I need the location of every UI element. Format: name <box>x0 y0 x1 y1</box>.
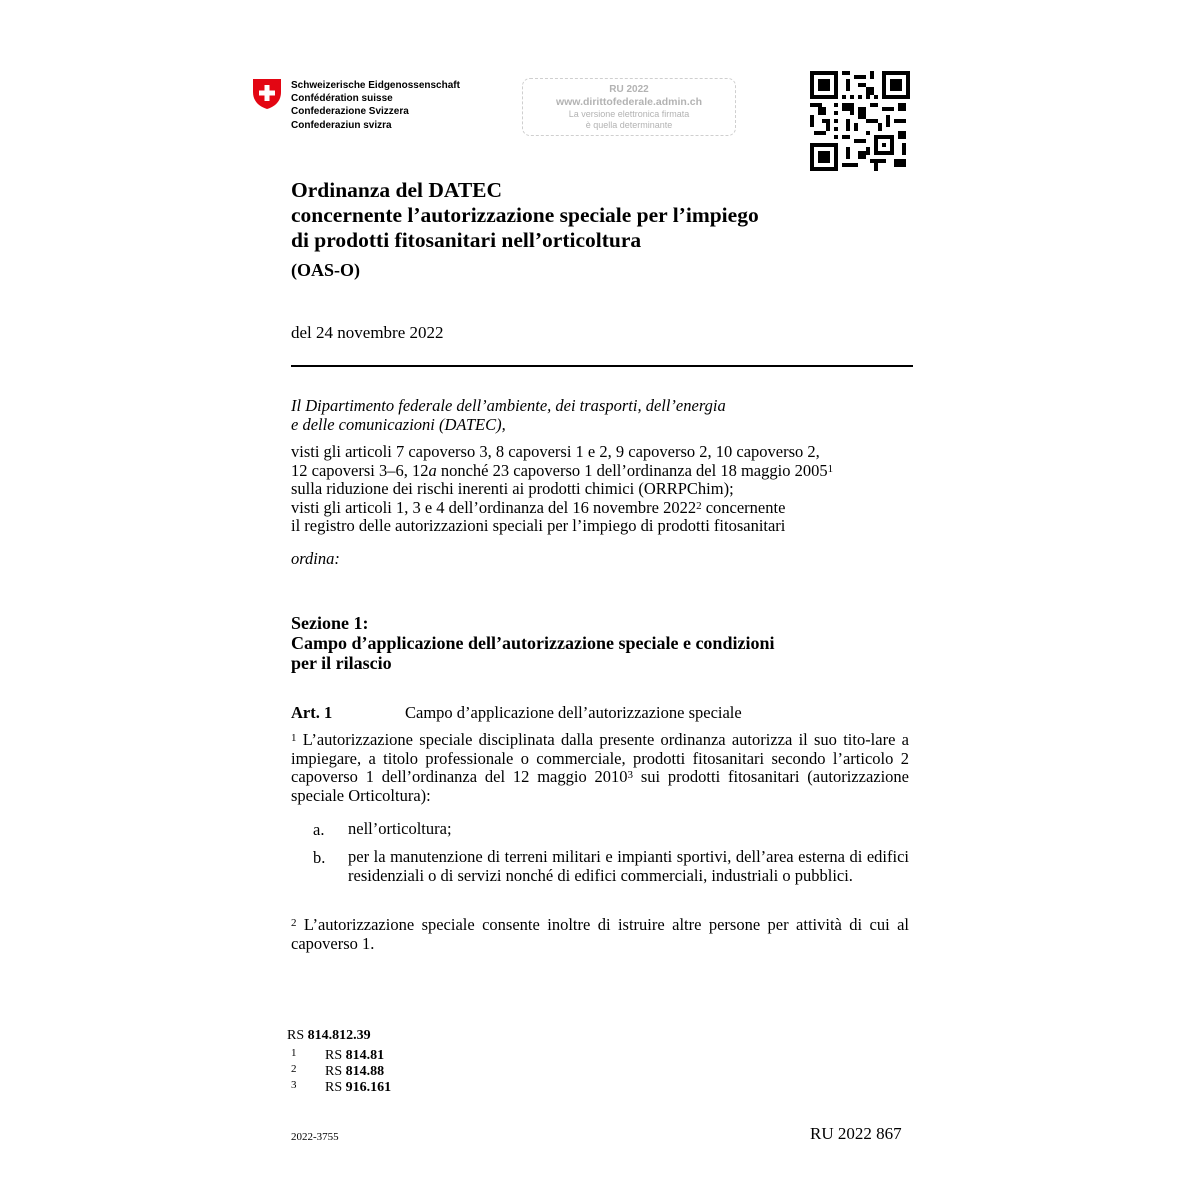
visti-line-4: visti gli articoli 1, 3 e 4 dell’ordinanza del 16 novembre 2022$^2$ concernente <box>291 497 786 517</box>
federation-name-block <box>291 79 460 132</box>
footnote-number: 3 <box>291 1079 297 1091</box>
section-line-3: per il rilascio <box>291 653 392 673</box>
paragraph-number: 2 <box>291 917 297 929</box>
qr-code-icon[interactable] <box>810 71 910 171</box>
ordinance-title <box>291 178 759 253</box>
list-item: per la manutenzione di terreni militari e impianti sportivi, dell’area esterna di edifici residenziali o di servizi nonché di edifici commerciali, industriali o pubblici. <box>348 847 909 885</box>
federation-line-de: Schweizerische Eidgenossenschaft <box>291 80 460 91</box>
preamble-legal-basis <box>291 443 833 536</box>
footnote-ref-3[interactable]: 3 <box>627 769 634 781</box>
preamble-authority <box>291 397 726 434</box>
visti-line-1: visti gli articoli 7 capoverso 3, 8 capoversi 1 e 2, 9 capoverso 2, 10 capoverso 2, <box>291 442 820 461</box>
list-item-marker: a. <box>313 820 325 839</box>
page-reference: RU 2022 867 <box>810 1124 902 1143</box>
stamp-note-2: è quella determinante <box>585 120 673 130</box>
preamble-ordina: ordina: <box>291 549 340 568</box>
swiss-coat-of-arms-icon <box>252 78 282 110</box>
footnote-text: RS 916.161 <box>325 1080 392 1095</box>
stamp-collection: RU 2022 <box>609 84 649 95</box>
ordinance-abbreviation: (OAS-O) <box>291 260 360 280</box>
list-item: nell’orticoltura; <box>348 819 452 838</box>
stamp-note-1: La versione elettronica firmata <box>568 109 690 119</box>
federation-line-rm: Confederaziun svizra <box>291 119 392 131</box>
title-line-1: Ordinanza del DATEC <box>291 178 503 202</box>
systematic-number: RS 814.812.39 <box>287 1028 371 1043</box>
footnote-text: RS 814.88 <box>325 1064 385 1079</box>
title-line-2: concernente l’autorizzazione speciale per l’impiego <box>291 203 759 227</box>
article-paragraph-1: $^1$ L’autorizzazione speciale disciplinata dalla presente ordinanza autorizza il suo tito-lare a impiegare, a titolo professionale o commerciale, prodotti fitosanitari secondo l’articolo 2 capoverso 1 dell’ordinanza del 12 maggio 2010$^3$ sui prodotti fitosanitari (autorizzazione speciale Orticoltura): <box>291 730 909 805</box>
authority-line-1: Il Dipartimento federale dell’ambiente, dei trasporti, dell’energia <box>291 396 726 415</box>
list-item-marker: b. <box>313 848 326 867</box>
federation-line-it: Confederazione Svizzera <box>291 106 409 118</box>
title-divider <box>291 365 913 367</box>
section-heading <box>291 613 774 673</box>
publication-stamp <box>522 78 736 136</box>
paragraph-number: 1 <box>291 732 297 744</box>
authority-line-2: e delle comunicazioni (DATEC), <box>291 414 506 434</box>
article-paragraph-2: $^2$ L’autorizzazione speciale consente inoltre di istruire altre persone per attività di cui al capoverso 1. <box>291 915 909 953</box>
article-number: Art. 1 <box>291 703 333 722</box>
visti-line-5: il registro delle autorizzazioni speciali per l’impiego di prodotti fitosanitari <box>291 516 786 535</box>
section-line-1: Sezione 1: <box>291 613 369 633</box>
footnote-text: RS 814.81 <box>325 1048 385 1063</box>
footnote-ref-2[interactable]: 2 <box>696 499 702 512</box>
article-heading: Campo d’applicazione dell’autorizzazione speciale <box>405 703 742 722</box>
footnote-number: 2 <box>291 1063 297 1075</box>
section-line-2: Campo d’applicazione dell’autorizzazione speciale e condizioni <box>291 633 775 653</box>
footnote-number: 1 <box>291 1047 297 1059</box>
visti-line-3: sulla riduzione dei rischi inerenti ai prodotti chimici (ORRPChim); <box>291 479 734 498</box>
title-line-3: di prodotti fitosanitari nell’orticoltura <box>291 228 642 252</box>
ordinance-date: del 24 novembre 2022 <box>291 323 444 342</box>
visti-line-2: 12 capoversi 3–6, 12a nonché 23 capoverso 1 dell’ordinanza del 18 maggio 2005$^1$ <box>291 460 834 480</box>
document-id: 2022-3755 <box>291 1131 339 1143</box>
footnote-ref-1[interactable]: 1 <box>827 462 834 475</box>
stamp-url[interactable]: www.dirittofederale.admin.ch <box>555 96 703 108</box>
federation-line-fr: Confédération suisse <box>291 93 393 105</box>
